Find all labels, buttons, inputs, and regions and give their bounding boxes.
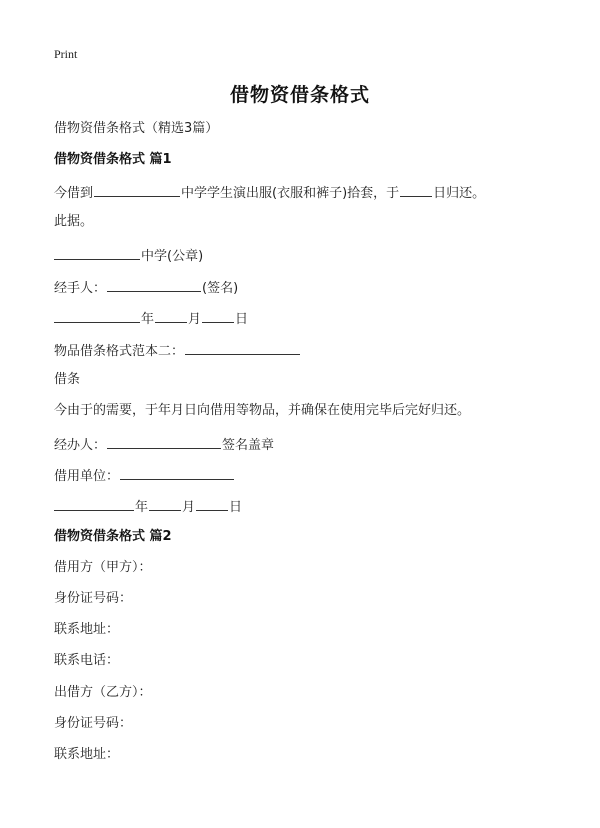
field-borrower-address: 联系地址： bbox=[54, 622, 120, 637]
school-seal-label: 中学(公章) bbox=[141, 249, 204, 264]
return-day-blank bbox=[400, 182, 432, 197]
borrow-prefix: 今借到 bbox=[54, 186, 94, 201]
sign-seal-label: 签名盖章 bbox=[222, 438, 275, 453]
iou-body: 今由于的需要，于年月日向借用等物品，并确保在使用完毕后完好归还。 bbox=[54, 403, 471, 418]
signature-label: (签名) bbox=[202, 281, 239, 296]
handler-blank bbox=[107, 277, 201, 292]
school-name-blank bbox=[54, 245, 140, 260]
year-blank-2 bbox=[54, 496, 134, 511]
agent-line bbox=[54, 434, 274, 455]
month-label: 月 bbox=[188, 312, 202, 327]
month-label-2: 月 bbox=[182, 500, 196, 515]
section-heading-1: 借物资借条格式 篇1 bbox=[54, 152, 172, 167]
page-title: 借物资借条格式 bbox=[229, 84, 370, 106]
borrow-statement-line bbox=[54, 182, 485, 203]
field-borrower-phone: 联系电话： bbox=[54, 653, 120, 668]
template-two-line bbox=[54, 340, 301, 361]
day-label-2: 日 bbox=[229, 500, 243, 515]
iou-heading: 借条 bbox=[54, 372, 81, 387]
field-lender-address: 联系地址： bbox=[54, 747, 120, 762]
borrow-suffix: 日归还。 bbox=[433, 186, 486, 201]
borrowing-unit-label: 借用单位： bbox=[54, 469, 120, 484]
section-heading-2: 借物资借条格式 篇2 bbox=[54, 529, 172, 544]
borrowing-unit-blank bbox=[120, 465, 234, 480]
field-lender: 出借方（乙方）： bbox=[54, 685, 152, 700]
borrowing-unit-line bbox=[54, 465, 235, 486]
borrow-middle: 中学学生演出服(衣服和裤子)拾套，于 bbox=[181, 186, 400, 201]
print-link[interactable]: Print bbox=[54, 47, 78, 61]
agent-blank bbox=[107, 434, 221, 449]
month-blank-2 bbox=[149, 496, 181, 511]
month-blank bbox=[155, 308, 187, 323]
template-two-blank bbox=[185, 340, 300, 355]
field-borrower-id: 身份证号码： bbox=[54, 591, 133, 606]
lender-blank bbox=[94, 182, 180, 197]
date-line-1 bbox=[54, 308, 248, 329]
year-label: 年 bbox=[141, 312, 155, 327]
year-label-2: 年 bbox=[135, 500, 149, 515]
document-subtitle: 借物资借条格式（精选3篇） bbox=[54, 121, 219, 136]
template-two-label: 物品借条格式范本二： bbox=[54, 344, 185, 359]
school-seal-line bbox=[54, 245, 203, 266]
date-line-2 bbox=[54, 496, 242, 517]
field-borrower: 借用方（甲方）： bbox=[54, 560, 152, 575]
field-lender-id: 身份证号码： bbox=[54, 716, 133, 731]
year-blank bbox=[54, 308, 140, 323]
handler-line bbox=[54, 277, 238, 298]
handler-label: 经手人： bbox=[54, 281, 107, 296]
day-blank-2 bbox=[196, 496, 228, 511]
day-label: 日 bbox=[235, 312, 249, 327]
day-blank bbox=[202, 308, 234, 323]
attestation-line: 此据。 bbox=[54, 214, 94, 229]
agent-label: 经办人： bbox=[54, 438, 107, 453]
